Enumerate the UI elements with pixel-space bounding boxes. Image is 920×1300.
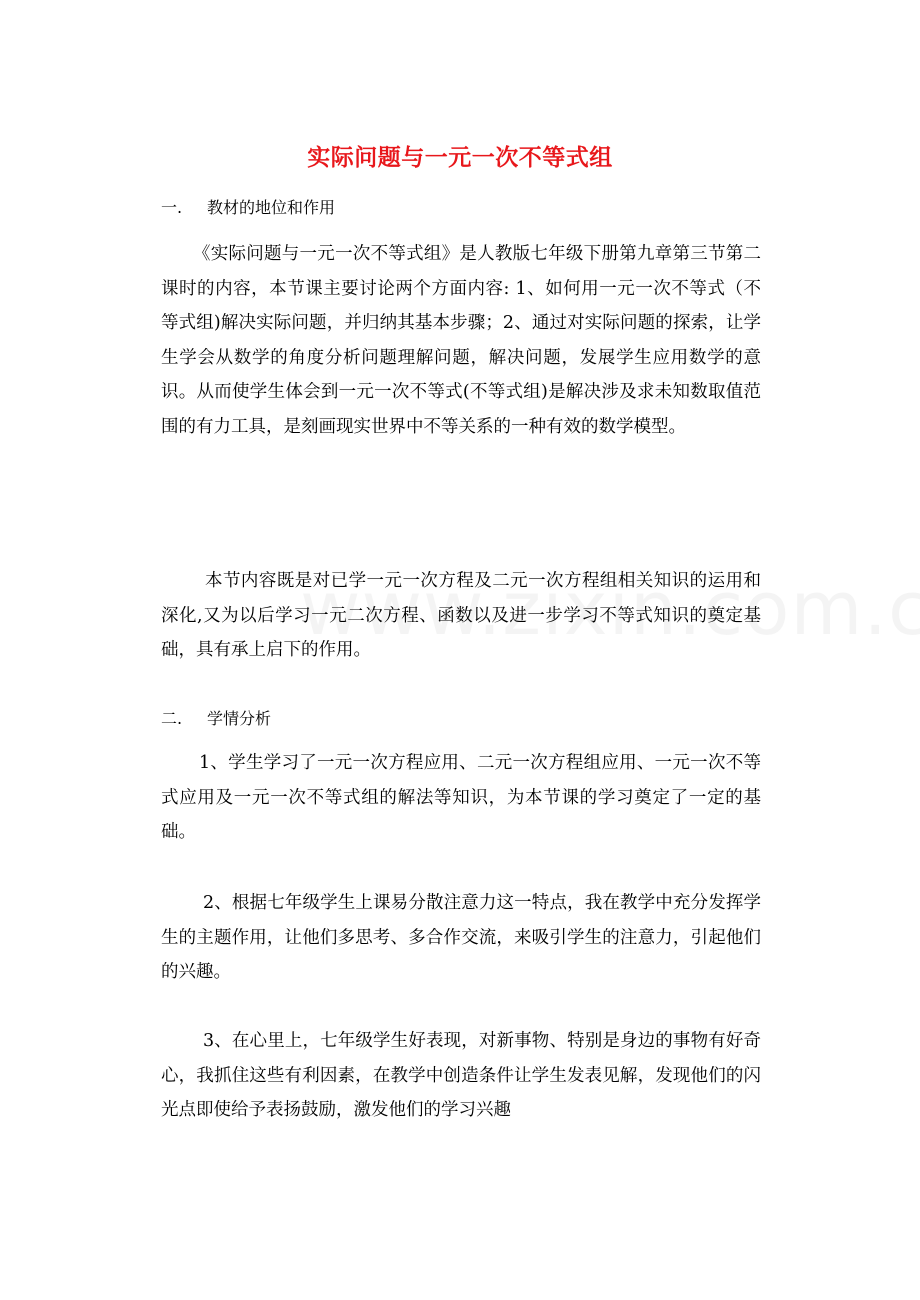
section-title: 学情分析 (207, 709, 272, 728)
paragraph: 2、根据七年级学生上课易分散注意力这一特点，我在教学中充分发挥学生的主题作用，让他们多思考、多合作交流，来吸引学生的注意力，引起他们的兴趣。 (161, 893, 761, 983)
paragraph: 本节内容既是对已学一元一次方程及二元一次方程组相关知识的运用和深化,又为以后学习一元二次方程、函数以及进一步学习不等式知识的奠定基础，具有承上启下的作用。 (161, 571, 761, 661)
paragraph: 1、学生学习了一元一次方程应用、二元一次方程组应用、一元一次不等式应用及一元一次不等式组的解法等知识，为本节课的学习奠定了一定的基础。 (161, 753, 761, 843)
section-title: 教材的地位和作用 (207, 198, 336, 217)
section-heading-2 (161, 707, 271, 731)
section-heading-1 (161, 196, 335, 220)
section-number: 二. (161, 709, 183, 728)
paragraph: 3、在心里上，七年级学生好表现，对新事物、特别是身边的事物有好奇心，我抓住这些有利因素，在教学中创造条件让学生发表见解，发现他们的闪光点即使给予表扬鼓励，激发他们的学习兴趣 (161, 1031, 761, 1121)
paragraph: 《实际问题与一元一次不等式组》是人教版七年级下册第九章第三节第二课时的内容，本节课主要讨论两个方面内容: 1、如何用一元一次不等式（不等式组)解决实际问题，并归纳其基本步骤；2、通过对实际问题的探索，让学生学会从数学的角度分析问题理解问题，解决问题，发展学生应用数学的意识。从而使学生体会到一元一次不等式(不等式组)是解决涉及求未知数取值范围的有力工具，是刻画现实世界中不等关系的一种有效的数学模型。 (161, 244, 761, 437)
section-number: 一. (161, 198, 183, 217)
document-title: 实际问题与一元一次不等式组 (307, 144, 613, 171)
